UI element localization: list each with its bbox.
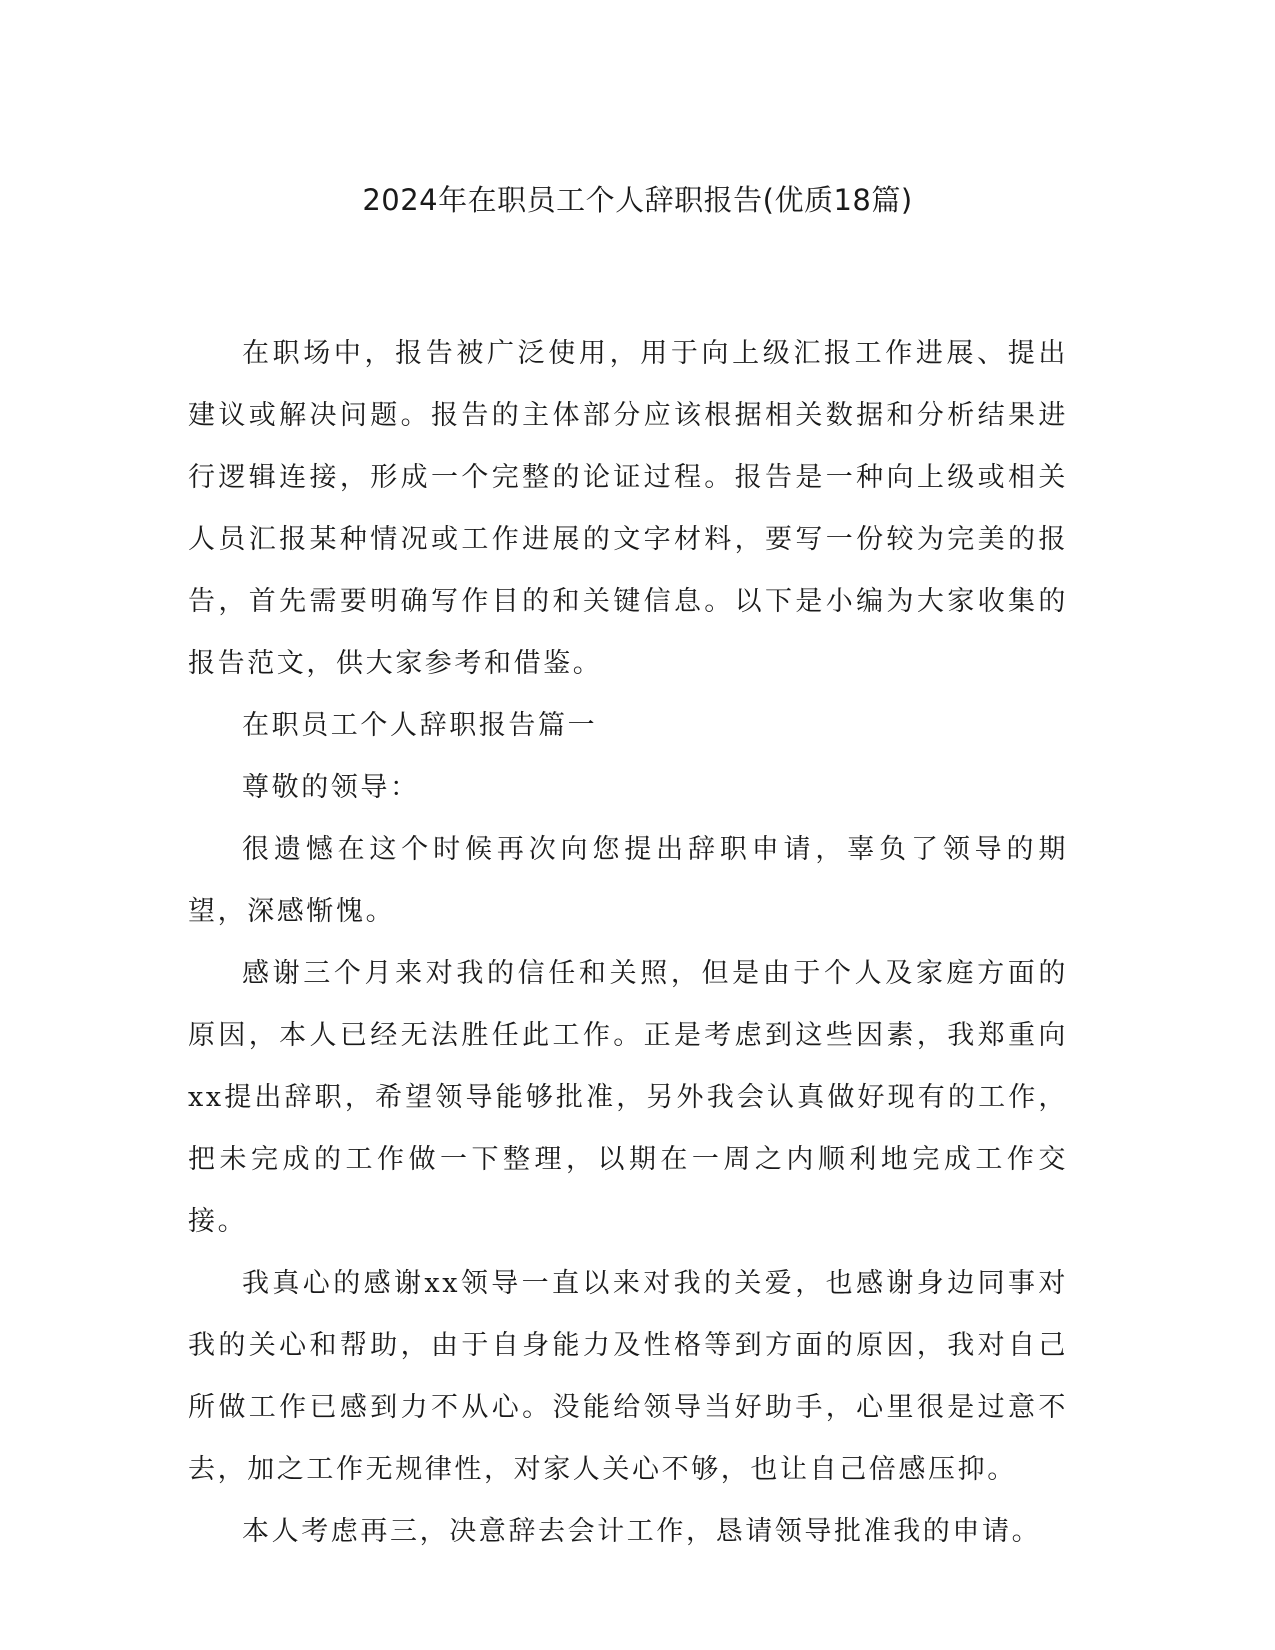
- document-body: [188, 323, 1068, 1563]
- body-paragraph: 很遗憾在这个时候再次向您提出辞职申请，辜负了领导的期望，深感惭愧。: [188, 834, 1068, 927]
- body-paragraph: 感谢三个月来对我的信任和关照，但是由于个人及家庭方面的原因，本人已经无法胜任此工作。正是考虑到这些因素，我郑重向xx提出辞职，希望领导能够批准，另外我会认真做好现有的工作，把未完成的工作做一下整理，以期在一周之内顺利地完成工作交接。: [188, 958, 1068, 1237]
- body-paragraph: 本人考虑再三，决意辞去会计工作，恳请领导批准我的申请。: [242, 1516, 1042, 1547]
- salutation: 尊敬的领导：: [242, 772, 420, 803]
- document-title: 2024年在职员工个人辞职报告(优质18篇): [362, 183, 913, 217]
- intro-paragraph: 在职场中，报告被广泛使用，用于向上级汇报工作进展、提出建议或解决问题。报告的主体部分应该根据相关数据和分析结果进行逻辑连接，形成一个完整的论证过程。报告是一种向上级或相关人员汇报某种情况或工作进展的文字材料，要写一份较为完美的报告，首先需要明确写作目的和关键信息。以下是小编为大家收集的报告范文，供大家参考和借鉴。: [188, 338, 1068, 679]
- section-heading: 在职员工个人辞职报告篇一: [242, 710, 598, 741]
- body-paragraph: 我真心的感谢xx领导一直以来对我的关爱，也感谢身边同事对我的关心和帮助，由于自身能力及性格等到方面的原因，我对自己所做工作已感到力不从心。没能给领导当好助手，心里很是过意不去，加之工作无规律性，对家人关心不够，也让自己倍感压抑。: [188, 1268, 1068, 1485]
